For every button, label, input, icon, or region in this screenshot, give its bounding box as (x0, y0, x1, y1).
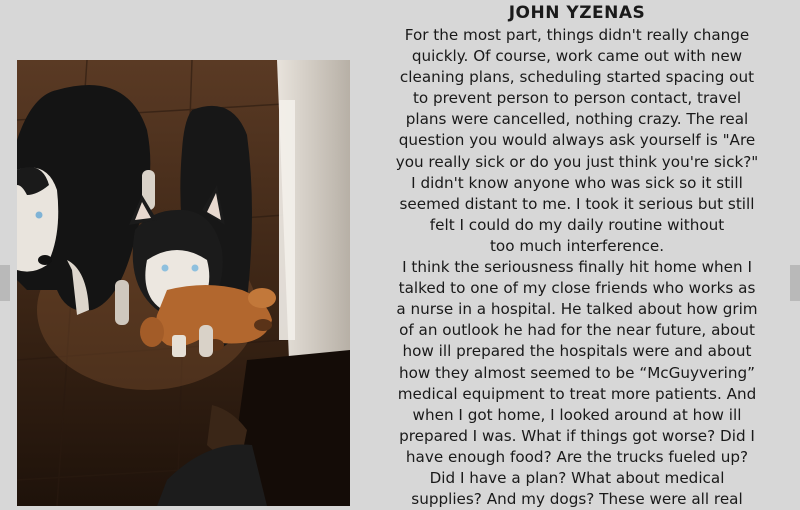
body-line: you really sick or do you just think you're sick?" (395, 152, 759, 171)
body-line: too much interference. (489, 236, 665, 255)
body-line: to prevent person to person contact, travel (412, 89, 742, 108)
body-line: I think the seriousness finally hit home when I (402, 258, 752, 277)
body-line: of an outlook he had for the near future, about (399, 321, 755, 340)
body-line: Did I have a plan? What about medical (429, 468, 725, 487)
body-line: prepared I was. What if things got worse? Did I (399, 426, 755, 445)
body-line: seemed distant to me. I took it serious but still (399, 194, 755, 213)
dogs-photo (17, 60, 350, 506)
body-line: how ill prepared the hospitals were and about (402, 342, 752, 361)
body-line: For the most part, things didn't really change (404, 26, 750, 44)
body-line: a nurse in a hospital. He talked about how grim (396, 300, 758, 319)
body-line: how they almost seemed to be “McGuyvering” (399, 363, 755, 382)
previous-page-arrow[interactable] (0, 265, 10, 301)
body-line: medical equipment to treat more patients. And (397, 384, 757, 403)
body-line: I didn't know anyone who was sick so it still (411, 173, 743, 192)
article-body (362, 25, 792, 510)
body-line: felt I could do my daily routine without (429, 215, 725, 234)
author-name: JOHN YZENAS (508, 3, 646, 23)
body-line: talked to one of my close friends who works as (398, 279, 756, 298)
body-line: supplies? And my dogs? These were all real (411, 490, 743, 509)
body-line: have enough food? Are the trucks fueled up? (405, 447, 749, 466)
body-line: question you would always ask yourself is "Are (398, 131, 756, 150)
article (362, 0, 792, 510)
body-line: cleaning plans, scheduling started spacing out (399, 68, 755, 87)
body-line: plans were cancelled, nothing crazy. The real (405, 110, 749, 129)
body-line: when I got home, I looked around at how ill (412, 405, 742, 424)
body-line: quickly. Of course, work came out with new (411, 47, 743, 66)
